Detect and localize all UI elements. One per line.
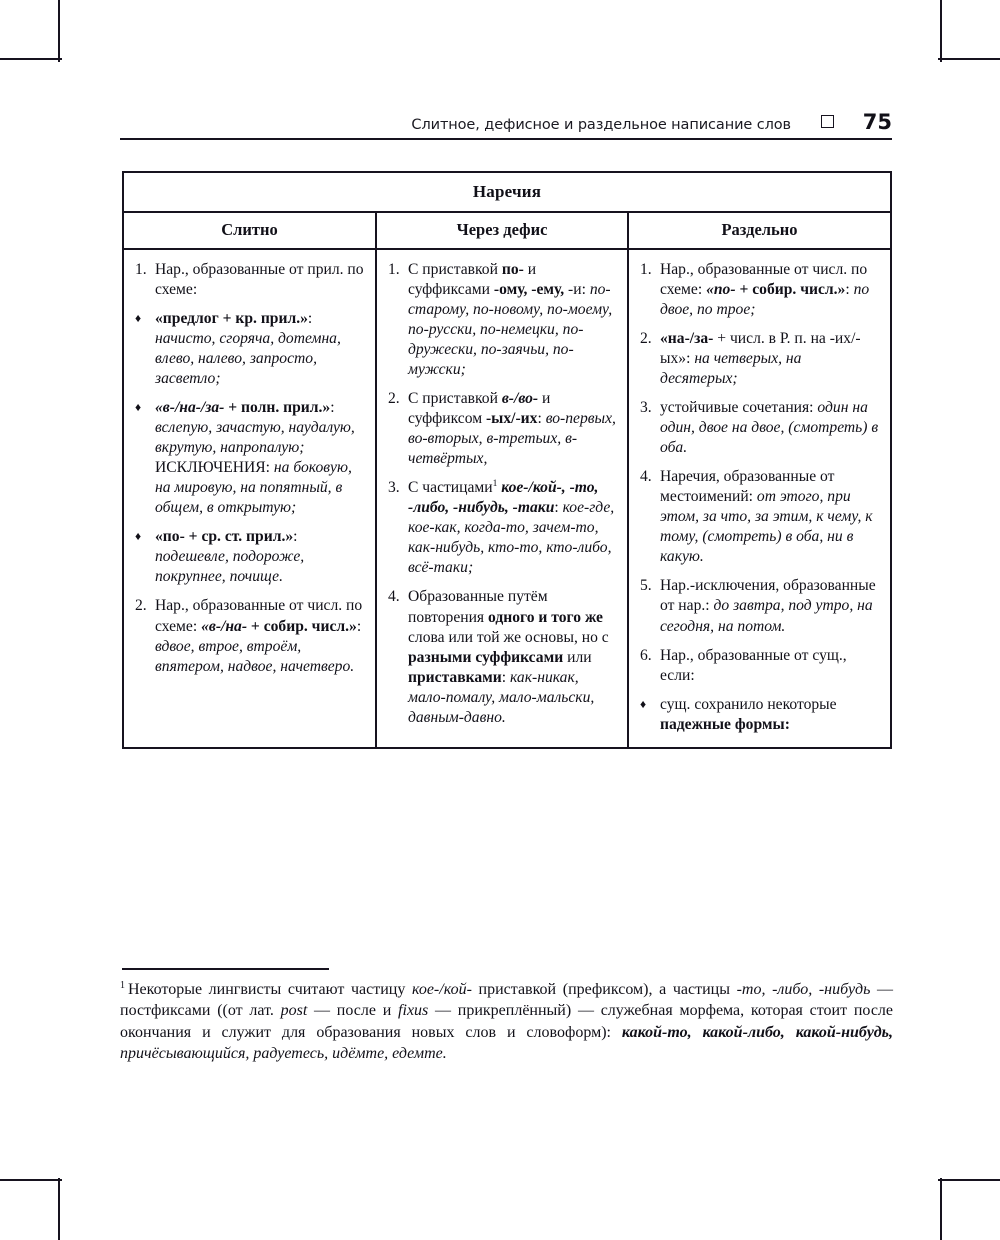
list-item [640, 646, 881, 686]
page-header [120, 110, 892, 146]
list-item [640, 695, 881, 735]
list-item-number: 2. [640, 330, 652, 348]
list-item-text: Нар.-исключения, образованные от нар.: до завтра, под утро, на сегодня, на потом. [660, 577, 876, 635]
list-item-text: Нар., образованные от прил. по схеме: [155, 261, 364, 299]
list-item [135, 596, 366, 676]
list-item [135, 260, 366, 300]
column-header-cherez-defis: Через дефис [375, 213, 629, 248]
list-item-number: 1. [388, 261, 400, 278]
list-item [640, 467, 881, 567]
table-column-headers [124, 213, 890, 250]
list-item-text: «в-/на-/за- + полн. прил.»: вслепую, зачастую, наудалую, вкрутую, напропалую; ИСКЛЮЧЕНИЯ: на боковую, на мировую, на попятный, в общем, в открытую; [155, 399, 355, 517]
column-header-slitno: Слитно [221, 220, 278, 239]
list-item-number: 5. [640, 577, 652, 595]
table-cell-razdelno [629, 250, 890, 747]
list-item-number: 6. [640, 646, 652, 664]
crop-mark-top-left-horizontal [0, 58, 62, 60]
list-item-text: Нар., образованные от сущ., если: [660, 646, 847, 684]
list-item [388, 389, 618, 469]
list-item-number: 4. [640, 468, 652, 486]
list-item-text: «на-/за- + числ. в Р. п. на -их/-ых»: на четверых, на десятерых; [660, 330, 861, 388]
list-item [388, 260, 618, 380]
list-item-number: 2. [388, 390, 400, 408]
list-item-number: 1. [640, 261, 652, 278]
list-item [640, 260, 881, 320]
list-item [135, 398, 366, 518]
list-item [388, 587, 618, 727]
list-item-number: 1. [135, 261, 147, 278]
diamond-bullet-icon: ♦ [135, 311, 142, 326]
diamond-bullet-icon: ♦ [135, 529, 142, 544]
table-cell-cherez-defis [375, 250, 629, 747]
list-item-text: «по- + ср. ст. прил.»: подешевле, подороже, покрупнее, почище. [155, 528, 305, 586]
column-header-razdelno: Раздельно [721, 220, 798, 239]
list-item-text: сущ. сохранило некоторые падежные формы: [660, 695, 837, 733]
footnote-body: Некоторые лингвисты считают частицу кое-/кой- приставкой (префиксом), а частицы -то, -либо, -нибудь — постфиксами ((от лат. post — после и fixus — прикреплённый) — служебная морфема, которая стоит после окончания и служит для образования новых слов и словоформ): какой-то, какой-либо, какой-нибудь, причёсывающийся, радуетесь, идёмте, едемте. [120, 981, 894, 1063]
crop-mark-bottom-left-vertical [58, 1178, 60, 1240]
diamond-bullet-icon: ♦ [640, 696, 647, 711]
footnote-text [120, 979, 893, 1065]
table-cell-slitno [124, 250, 375, 747]
adverbs-table [122, 171, 892, 749]
crop-mark-bottom-left-horizontal [0, 1179, 62, 1181]
footnote-separator-rule [122, 968, 329, 970]
list-item-text: С приставкой по- и суффиксами -ому, -ему, -и: по-старому, по-новому, по-моему, по-русски, по-немецки, по-дружески, по-заячьи, по-мужски; [408, 261, 613, 379]
crop-mark-top-right-horizontal [938, 58, 1000, 60]
list-item-text: Нар., образованные от числ. по схеме: «по- + собир. числ.»: по двое, по трое; [660, 261, 870, 319]
list-item-number: 3. [640, 399, 652, 417]
crop-mark-bottom-right-vertical [940, 1178, 942, 1240]
list-item-text: Наречия, образованные от местоимений: от этого, при этом, за что, за этим, к чему, к тому, (смотреть) в оба, ни в какую. [660, 468, 873, 566]
table-title: Наречия [124, 173, 890, 213]
list-item-number: 3. [388, 479, 400, 497]
square-outline-icon [821, 115, 834, 128]
list-item [640, 398, 881, 458]
list-item-number: 2. [135, 597, 147, 615]
crop-mark-top-left-vertical [58, 0, 60, 62]
list-item [135, 527, 366, 587]
list-item [640, 576, 881, 636]
list-item-text: устойчивые сочетания: один на один, двое на двое, (смотреть) в оба. [660, 399, 879, 457]
list-item-text: Нар., образованные от числ. по схеме: «в-/на- + собир. числ.»: вдвое, втрое, втроём, впятером, надвое, начетверо. [155, 597, 363, 675]
page-number: 75 [862, 110, 892, 134]
footnote-marker: 1 [120, 979, 125, 991]
list-item-text: Образованные путём повторения одного и того же слова или той же основы, но с разными суффиксами или приставками: как-никак, мало-помалу, мало-мальски, давным-давно. [408, 588, 609, 726]
page-header-rule [120, 138, 892, 140]
list-item [135, 309, 366, 389]
table-body [124, 250, 890, 747]
diamond-bullet-icon: ♦ [135, 400, 142, 415]
crop-mark-top-right-vertical [940, 0, 942, 62]
list-item-text: С приставкой в-/во- и суффиксом -ых/-их: во-первых, во-вторых, в-третьих, в-четвёртых, [408, 390, 616, 468]
list-item [640, 329, 881, 389]
list-item-text: С частицами$^1$ кое-/кой-, -то, -либо, -нибудь, -таки: кое-где, кое-как, когда-то, зачем-то, как-нибудь, кто-то, кто-либо, всё-таки; [408, 479, 615, 577]
list-item-number: 4. [388, 588, 400, 606]
list-item [388, 478, 618, 578]
list-item-text: «предлог + кр. прил.»: начисто, сгоряча, дотемна, влево, налево, запросто, засветло; [155, 310, 341, 388]
crop-mark-bottom-right-horizontal [938, 1179, 1000, 1181]
page-header-title: Слитное, дефисное и раздельное написание слов [411, 117, 791, 133]
